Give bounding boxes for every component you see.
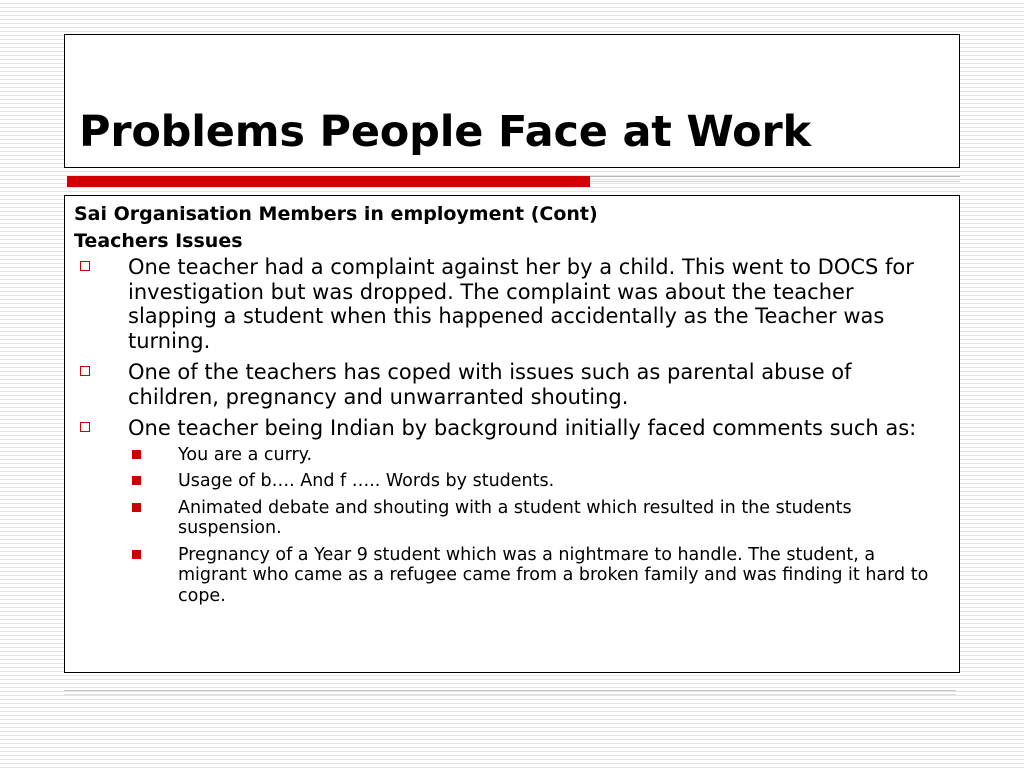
filled-square-bullet-icon [132,476,141,485]
sub-bullet-item [128,545,949,607]
sub-bullet-text: Usage of b…. And f ….. Words by students. [178,471,555,491]
bullet-item [74,255,949,353]
red-accent-bar [67,176,590,187]
title-box [64,34,960,168]
bullet-text: One teacher being Indian by background initially faced comments such as: [128,416,917,440]
filled-square-bullet-icon [132,550,141,559]
content-box [64,195,960,673]
section-heading: Sai Organisation Members in employment (Cont) [74,203,598,225]
sub-bullet-item [128,471,949,492]
filled-square-bullet-icon [132,450,141,459]
hollow-square-bullet-icon [80,261,90,271]
subsection-heading: Teachers Issues [74,230,243,252]
sub-bullet-text: You are a curry. [178,444,313,465]
slide-title: Problems People Face at Work [79,107,811,157]
bullet-text: One teacher had a complaint against her by a child. This went to DOCS for investigation but was dropped. The complaint was about the teacher slapping a student when this happened accidentally as the Teacher was turning. [128,255,914,353]
footer-divider-line-secondary [64,694,956,695]
hollow-square-bullet-icon [80,366,90,376]
title-divider-line [590,176,960,177]
bullet-item [74,416,949,606]
footer-divider-line [64,690,956,691]
sub-bullet-item [128,445,949,466]
sub-bullet-text: Animated debate and shouting with a student which resulted in the students suspension. [178,497,852,538]
bullet-list [74,255,949,606]
sub-bullet-text: Pregnancy of a Year 9 student which was a nightmare to handle. The student, a migrant who came as a refugee came from a broken family and was finding it hard to cope. [178,544,929,606]
bullet-text: One of the teachers has coped with issues such as parental abuse of children, pregnancy and unwarranted shouting. [128,360,852,409]
bullet-item [74,360,949,409]
sub-bullet-item [128,498,949,539]
sub-bullet-list [128,445,949,607]
title-divider-line-secondary [590,181,960,182]
filled-square-bullet-icon [132,503,141,512]
hollow-square-bullet-icon [80,422,90,432]
